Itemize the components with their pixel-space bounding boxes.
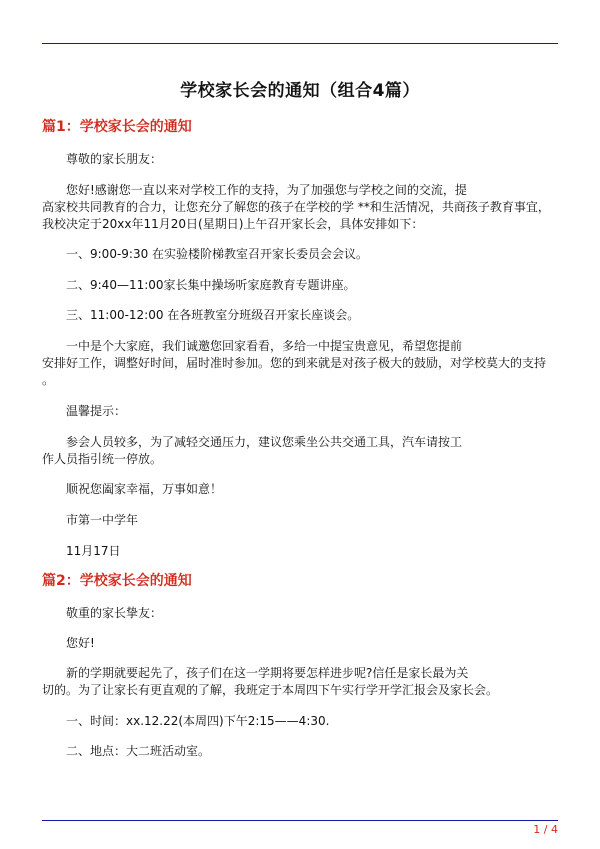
- closing: 顺祝您阖家幸福，万事如意！: [66, 482, 223, 496]
- paragraph-line: 一中是个大家庭，我们诚邀您回家看看，多给一中提宝贵意见，希望您提前: [66, 339, 463, 353]
- salutation: 尊敬的家长朋友：: [66, 152, 163, 166]
- schedule-item: 一、9:00-9:30 在实验楼阶梯教室召开家长委员会会议。: [66, 247, 369, 261]
- tip-label: 温馨提示：: [66, 404, 127, 418]
- salutation: 敬重的家长挚友：: [66, 606, 163, 620]
- paragraph-line: 您好!感谢您一直以来对学校工作的支持，为了加强您与学校之间的交流，提: [66, 183, 467, 197]
- paragraph-line: 新的学期就要起先了，孩子们在这一学期将要怎样进步呢?信任是家长最为关: [66, 666, 469, 680]
- section-heading-2: 篇2：学校家长会的通知: [42, 573, 192, 589]
- paragraph-line: 切的。为了让家长有更直观的了解，我班定于本周四下午实行学开学汇报会及家长会。: [42, 683, 499, 697]
- footer-rule: [42, 820, 558, 821]
- paragraph-line: 高家校共同教育的合力，让您充分了解您的孩子在学校的学 **和生活情况，共商孩子教育事宜，: [42, 200, 550, 214]
- paragraph-line: 安排好工作，调整好时间，届时准时参加。您的到来就是对孩子极大的鼓励，对学校莫大的支持: [42, 356, 547, 370]
- signature: 市第一中学年: [66, 513, 139, 527]
- greeting: 您好!: [66, 636, 95, 650]
- meeting-time: 一、时间：xx.12.22(本周四)下午2:15——4:30.: [66, 714, 330, 728]
- schedule-item: 二、9:40—11:00家长集中操场听家庭教育专题讲座。: [66, 278, 356, 292]
- page-number: 1 / 4: [533, 823, 558, 836]
- paragraph-line: 作人员指引统一停放。: [42, 452, 163, 466]
- meeting-location: 二、地点：大二班活动室。: [66, 744, 211, 758]
- schedule-item: 三、11:00-12:00 在各班教室分班级召开家长座谈会。: [66, 308, 360, 322]
- section-heading-1: 篇1：学校家长会的通知: [42, 119, 192, 135]
- paragraph-line: 参会人员较多，为了减轻交通压力，建议您乘坐公共交通工具，汽车请按工: [66, 435, 463, 449]
- paragraph-line: 。: [42, 373, 55, 387]
- paragraph-line: 我校决定于20xx年11月20日(星期日)上午召开家长会，具体安排如下：: [42, 217, 424, 231]
- document-title: 学校家长会的通知（组合4篇）: [180, 81, 420, 101]
- header-rule: [42, 43, 558, 44]
- date: 11月17日: [66, 544, 121, 558]
